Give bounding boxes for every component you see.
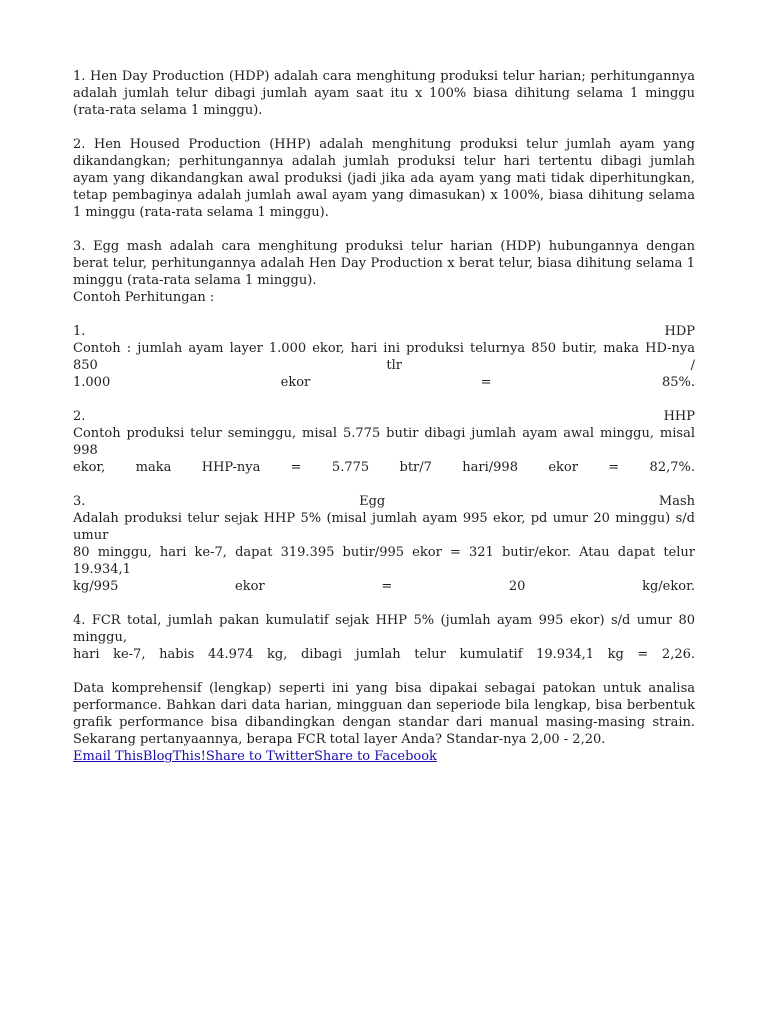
spacer xyxy=(73,476,695,493)
share-links xyxy=(73,748,695,765)
document-page xyxy=(73,68,695,765)
blogthis-link[interactable]: BlogThis! xyxy=(142,749,206,764)
example-egg-mash-text: Adalah produksi telur sejak HHP 5% (misal jumlah ayam 995 ekor, pd umur 20 minggu) s/d umur xyxy=(73,511,695,543)
email-this-link[interactable]: Email This xyxy=(73,749,143,764)
example-hdp xyxy=(73,323,695,391)
example-hdp-title: 1. HDP xyxy=(73,324,695,339)
spacer xyxy=(73,391,695,408)
example-fcr-text: 4. FCR total, jumlah pakan kumulatif sejak HHP 5% (jumlah ayam 995 ekor) s/d umur 80 minggu, xyxy=(73,613,695,645)
example-hhp-text: Contoh produksi telur seminggu, misal 5.775 butir dibagi jumlah ayam awal minggu, misal 998 xyxy=(73,426,695,458)
paragraph-egg-mash-definition: 3. Egg mash adalah cara menghitung produksi telur harian (HDP) hubungannya dengan berat telur, perhitungannya adalah Hen Day Production x berat telur, biasa dihitung selama 1 minggu (rata-rata selama 1 minggu). xyxy=(73,239,695,288)
spacer xyxy=(73,663,695,680)
spacer xyxy=(73,595,695,612)
example-hhp xyxy=(73,408,695,476)
example-hhp-title: 2. HHP xyxy=(73,409,695,424)
example-egg-mash-text-2: 80 minggu, hari ke-7, dapat 319.395 butir/995 ekor = 321 butir/ekor. Atau dapat telur 19.934,1 xyxy=(73,545,695,577)
share-to-facebook-link[interactable]: Share to Facebook xyxy=(313,749,437,764)
example-hdp-result: 1.000 ekor = 85%. xyxy=(73,375,695,390)
example-hhp-result: ekor, maka HHP-nya = 5.775 btr/7 hari/998 ekor = 82,7%. xyxy=(73,460,695,475)
paragraph-hhp-definition: 2. Hen Housed Production (HHP) adalah menghitung produksi telur jumlah ayam yang dikandangkan; perhitungannya adalah jumlah produksi telur hari tertentu dibagi jumlah ayam yang dikandangkan awal produksi (jadi jika ada ayam yang mati tidak diperhitungkan, tetap pembaginya adalah jumlah awal ayam yang dimasukan) x 100%, biasa dihitung selama 1 minggu (rata-rata selama 1 minggu). xyxy=(73,137,695,220)
example-hdp-text: Contoh : jumlah ayam layer 1.000 ekor, hari ini produksi telurnya 850 butir, maka HD-nya 850 tlr / xyxy=(73,341,695,373)
example-egg-mash-title: 3. Egg Mash xyxy=(73,494,695,509)
example-egg-mash xyxy=(73,493,695,595)
paragraph-hdp-definition: 1. Hen Day Production (HDP) adalah cara menghitung produksi telur harian; perhitungannya adalah jumlah telur dibagi jumlah ayam saat itu x 100% biasa dihitung selama 1 minggu (rata-rata selama 1 minggu). xyxy=(73,69,695,118)
section-heading-examples: Contoh Perhitungan : xyxy=(73,290,215,305)
example-fcr xyxy=(73,612,695,663)
example-fcr-result: hari ke-7, habis 44.974 kg, dibagi jumlah telur kumulatif 19.934,1 kg = 2,26. xyxy=(73,647,695,662)
share-to-twitter-link[interactable]: Share to Twitter xyxy=(205,749,314,764)
example-egg-mash-result: kg/995 ekor = 20 kg/ekor. xyxy=(73,579,695,594)
closing-paragraph: Data komprehensif (lengkap) seperti ini yang bisa dipakai sebagai patokan untuk analisa performance. Bahkan dari data harian, mingguan dan seperiode bila lengkap, bisa berbentuk grafik performance bisa dibandingkan dengan standar dari manual masing-masing strain. Sekarang pertanyaannya, berapa FCR total layer Anda? Standar-nya 2,00 - 2,20. xyxy=(73,681,695,747)
